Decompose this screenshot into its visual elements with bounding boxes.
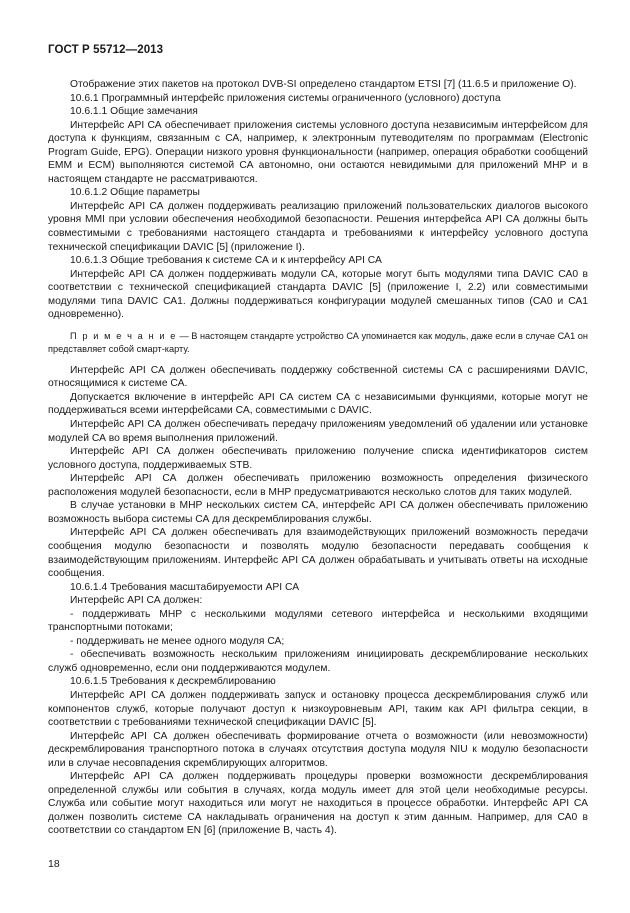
note [48, 330, 588, 356]
page-number: 18 [48, 858, 60, 870]
paragraph: Интерфейс API СА должен обеспечивать приложению возможность определения физического расположения модулей безопасности, если в MHP предусматриваются несколько слотов для таких модулей. [48, 473, 588, 498]
section-heading: 10.6.1.3 Общие требования к системе СА и к интерфейсу API СА [70, 255, 382, 267]
note-text: — В настоящем стандарте устройство СА упоминается как модуль, даже если в случае СА1 он представляет собой смарт-карту. [48, 330, 588, 354]
paragraph: Отображение этих пакетов на протокол DVB-SI определено стандартом ETSI [7] (11.6.5 и приложение О). [70, 79, 577, 90]
section-heading: 10.6.1 Программный интерфейс приложения системы ограниченного (условного) доступа [70, 92, 501, 104]
paragraph: Интерфейс API СА должен обеспечивать формирование отчета о возможности (или невозможности) дескремблирования транспортного потока в случаях отсутствия доступа модуля NIU к модулю безопасности или в случае несовпадения скремблирующих алгоритмов. [48, 730, 588, 769]
paragraph: Интерфейс API СА должен обеспечивать приложению получение списка идентификаторов систем условного доступа, поддерживаемых STB. [48, 446, 588, 471]
paragraph: Интерфейс API СА должен поддерживать процедуры проверки возможности дескремблирования определенной службы или события в случаях, когда модуль имеет для этой цели необходимые ресурсы. Служба или событие могут находиться или могут не находиться в процессе обработки. Интерфейс API СА должен позволить системе СА накладывать ограничения на доступ к этим данным. Например, для СА0 в соответствии со стандартом EN [6] (приложение В, часть 4). [48, 771, 588, 837]
note-label: П р и м е ч а н и е [70, 330, 177, 341]
paragraph: Допускается включение в интерфейс API СА систем СА с независимыми функциями, которые могут не поддерживаться всеми интерфейсами СА, совместимыми с DAVIC. [48, 391, 588, 417]
section-heading: 10.6.1.5 Требования к дескремблированию [70, 676, 276, 688]
paragraph: Интерфейс API СА должен поддерживать запуск и остановку процесса дескремблирования служб или компонентов служб, которые получают доступ к низкоуровневым API, таким как API фильтра секции, в соответствии с требованиями технической спецификации DAVIC [5]. [48, 689, 588, 729]
paragraph: В случае установки в MHP нескольких систем СА, интерфейс API СА должен обеспечивать приложению возможность выбора системы СА для дескремблирования службы. [48, 500, 588, 525]
paragraph: Интерфейс API СА должен обеспечивать поддержку собственной системы СА с расширениями DAVIC, относящимися к системе СА. [48, 364, 588, 390]
list-item: - обеспечивать возможность нескольким приложениям инициировать дескремблирование нескольких служб одновременно, если они поддерживаются модулем. [48, 649, 588, 674]
document-header: ГОСТ Р 55712—2013 [48, 44, 164, 56]
document-body [48, 78, 588, 838]
paragraph: Интерфейс API СА должен поддерживать модули СА, которые могут быть модулями типа DAVIC СА0 в соответствии с технической спецификацией стандарта DAVIC [5] (приложение I, 2.2) или совместимыми модулями типа DAVIC СА1. Должны поддерживаться конфигурации модулей смешанных типов (СА0 и СА1 одновременно). [48, 268, 588, 321]
section-heading: 10.6.1.1 Общие замечания [70, 106, 198, 118]
paragraph: Интерфейс API СА обеспечивает приложения системы условного доступа независимым интерфейсом для доступа к функциям, связанным с СА, например, к электронным путеводителям по программам (Electronic Program Guide, EPG). Операции низкого уровня функциональности (например, операция обработки сообщений EMM и ECM) выполняются системой СА автономно, они остаются невидимыми для приложений MHP и в настоящем стандарте не рассматриваются. [48, 119, 588, 185]
section-heading: 10.6.1.4 Требования масштабируемости API СА [70, 581, 300, 593]
section-heading: 10.6.1.2 Общие параметры [70, 187, 200, 199]
paragraph: Интерфейс API СА должен поддерживать реализацию приложений пользовательских диалогов высокого уровня MMI при условии обеспечения необходимой безопасности. Решения интерфейса API СА должны быть совместимыми с требованиями настоящего стандарта и требованиями к интерфейсу условного доступа технической спецификации DAVIC [5] (приложение I). [48, 200, 588, 253]
list-item: - поддерживать MHP с несколькими модулями сетевого интерфейса и несколькими входящими транспортными потоками; [48, 608, 588, 634]
paragraph: Интерфейс API СА должен обеспечивать для взаимодействующих приложений возможность передачи сообщения модулю безопасности и позволять модулю безопасности передавать сообщения к взаимодействующим приложениям. Интерфейс API СА должен обрабатывать и учитывать ответы на исходные сообщения. [48, 527, 588, 580]
list-item: - поддерживать не менее одного модуля СА; [70, 635, 285, 647]
paragraph: Интерфейс API СА должен обеспечивать передачу приложениям уведомлений об удалении или установке модулей СА во время выполнения приложений. [48, 419, 588, 444]
paragraph: Интерфейс API СА должен: [70, 595, 203, 607]
